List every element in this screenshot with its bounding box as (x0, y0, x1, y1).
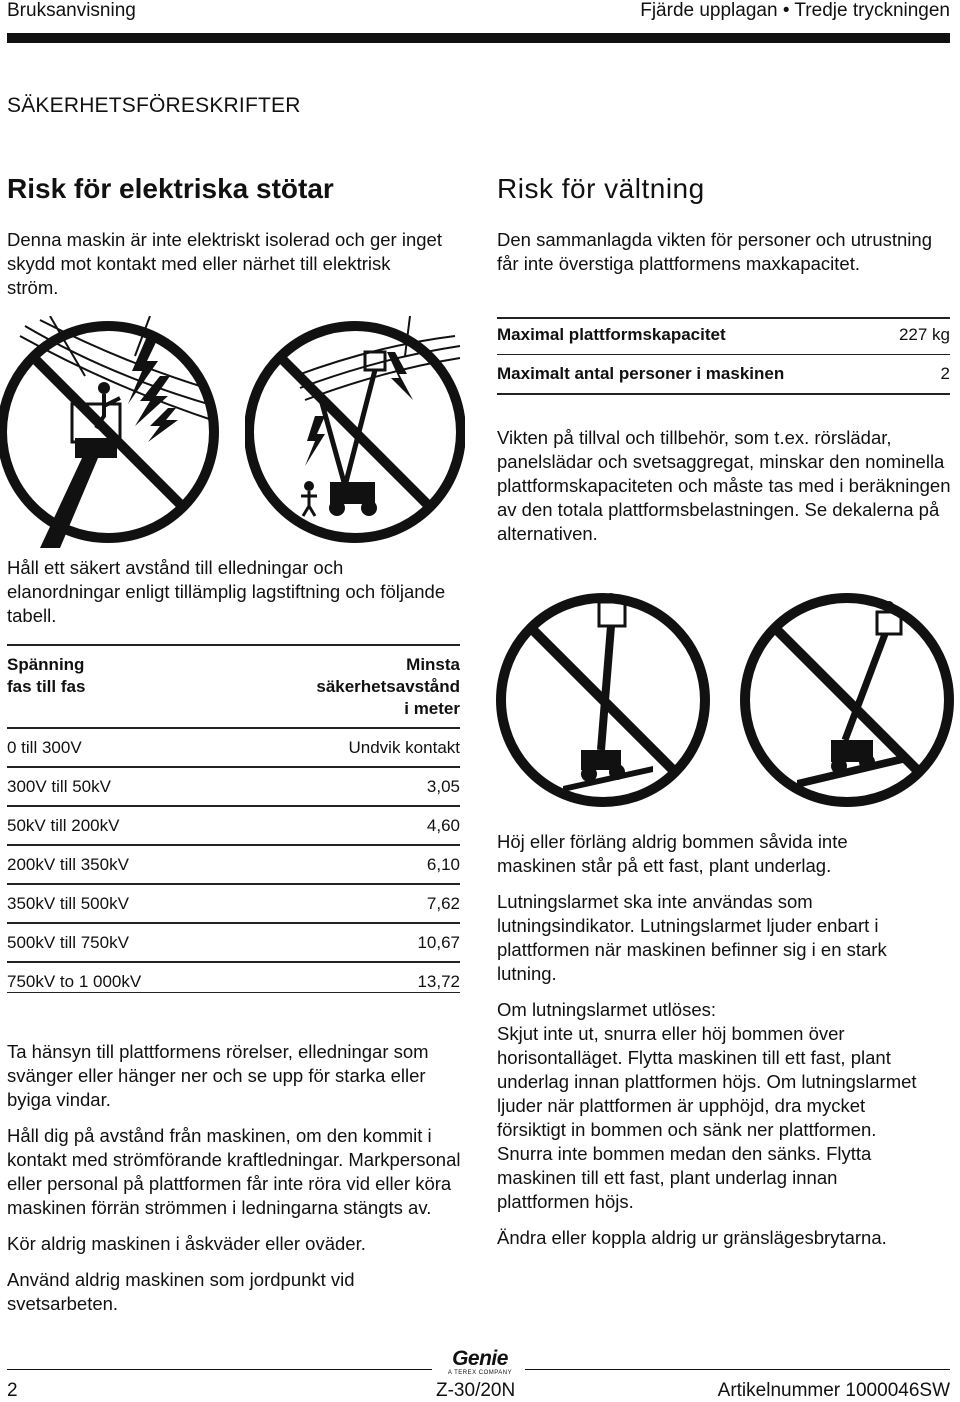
row-distance: Undvik kontakt (348, 738, 460, 757)
footer-rule-right (525, 1369, 950, 1370)
table-row (7, 816, 460, 836)
table-bottom-rule (7, 992, 460, 993)
table-rule (7, 805, 460, 807)
row-voltage: 50kV till 200kV (7, 816, 120, 835)
spec-row-persons (497, 364, 950, 384)
electric-paragraphs (7, 1040, 467, 1328)
header-distance-line1: Minsta (406, 655, 460, 674)
spec-bottom-rule (497, 393, 950, 395)
row-voltage: 750kV to 1 000kV (7, 972, 142, 991)
electric-paragraph: Använd aldrig maskinen som jordpunkt vid svetsarbeten. (7, 1269, 355, 1314)
row-distance: 6,10 (426, 855, 460, 874)
electric-title: Risk för elektriska stötar (7, 173, 334, 204)
row-distance: 3,05 (426, 777, 460, 796)
table-rule (7, 844, 460, 846)
header-left: Bruksanvisning (7, 0, 136, 21)
header-distance-line2: säkerhetsavstånd (316, 677, 460, 696)
table-rule (7, 883, 460, 885)
table-rule (7, 766, 460, 768)
tipping-accessories-text: Vikten på tillval och tillbehör, som t.ex. rörslädar, panelslädar och svetsaggregat, minskar den nominella plattformskapaciteten och måste tas med i beräkningen av den totala plattformsbelastningen. Se dekalerna på alternativen. (497, 427, 951, 544)
header-distance-line3: i meter (404, 699, 460, 718)
electric-paragraph: Håll dig på avstånd från maskinen, om den kommit i kontakt med strömförande kraftledningar. Markpersonal eller personal på plattformen får inte röra vid eller köra maskinen förrän strömmen i ledningarna stängts av. (7, 1125, 461, 1218)
model-number: Z-30/20N (436, 1380, 516, 1401)
table-row (7, 738, 460, 758)
table-row (7, 933, 460, 953)
electric-paragraph: Ta hänsyn till plattformens rörelser, elledningar som svänger eller hänger ner och se upp för starka eller byiga vindar. (7, 1041, 429, 1110)
row-distance: 13,72 (417, 972, 460, 991)
logo-subtext: A TEREX COMPANY (447, 1370, 513, 1376)
tipping-paragraph: Lutningslarmet ska inte användas som lutningsindikator. Lutningslarmet ljuder enbart i plattformen när maskinen befinner sig i en stark lutning. (497, 891, 887, 984)
article-label: Artikelnummer (717, 1380, 841, 1401)
logo-text: Genie (452, 1347, 508, 1370)
row-voltage: 200kV till 350kV (7, 855, 129, 874)
row-voltage: 500kV till 750kV (7, 933, 129, 952)
page-number: 2 (7, 1380, 18, 1401)
header-voltage-line2: fas till fas (7, 677, 86, 696)
tipping-paragraphs (497, 830, 927, 1262)
power-line-prohibition-icon-2 (245, 316, 465, 548)
table-row (7, 894, 460, 914)
table-row (7, 972, 460, 992)
tipping-paragraph: Höj eller förläng aldrig bommen såvida inte maskinen står på ett fast, plant underlag. (497, 831, 848, 876)
row-voltage: 300V till 50kV (7, 777, 111, 796)
row-distance: 7,62 (426, 894, 460, 913)
header-right: Fjärde upplagan • Tredje tryckningen (640, 0, 950, 21)
table-rule (7, 961, 460, 963)
tipping-paragraph: Om lutningslarmet utlöses: Skjut inte ut, snurra eller höj bommen över horisontalläget. Flytta maskinen till ett fast, plant underlag innan plattformen höjs. Om lutningslarmet ljuder när plattformen är upphöjd, dra mycket försiktigt in bommen och sänk ner plattformen. Snurra inte bommen medan den sänks. Flytta maskinen till ett fast, plant underlag innan plattformen höjs. (497, 999, 917, 1212)
spec-label: Maximal plattformskapacitet (497, 325, 726, 344)
power-line-prohibition-icon-1 (0, 316, 220, 548)
table-top-rule (7, 644, 460, 646)
slope-prohibition-icon-2 (737, 590, 957, 810)
table-rule (7, 727, 460, 729)
genie-logo (440, 1348, 520, 1376)
footer-rule-left (7, 1369, 432, 1370)
header-rule (7, 33, 950, 43)
spec-rule (497, 354, 950, 355)
article-number (718, 1380, 950, 1402)
spec-top-rule (497, 317, 950, 319)
electric-paragraph: Kör aldrig maskinen i åskväder eller oväder. (7, 1233, 366, 1254)
row-distance: 4,60 (426, 816, 460, 835)
row-distance: 10,67 (417, 933, 460, 952)
table-header-distance (316, 654, 460, 720)
article-value: 1000046SW (845, 1380, 950, 1401)
spec-row-capacity (497, 325, 950, 345)
spec-value: 2 (940, 364, 950, 383)
table-row (7, 855, 460, 875)
voltage-table (7, 644, 460, 994)
table-rule (7, 922, 460, 924)
header-voltage-line1: Spänning (7, 655, 85, 674)
electric-intro: Denna maskin är inte elektriskt isolerad och ger inget skydd mot kontakt med eller närhet till elektrisk ström. (7, 229, 442, 298)
table-header-voltage (7, 654, 85, 698)
spec-value: 227 kg (898, 325, 950, 344)
row-voltage: 0 till 300V (7, 738, 82, 757)
tipping-paragraph: Ändra eller koppla aldrig ur gränslägesbrytarna. (497, 1227, 887, 1248)
section-title: SÄKERHETSFÖRESKRIFTER (7, 94, 301, 117)
spec-label: Maximalt antal personer i maskinen (497, 364, 785, 383)
electric-distance-text: Håll ett säkert avstånd till elledningar och elanordningar enligt tillämplig lagstiftning och följande tabell. (7, 557, 446, 626)
slope-prohibition-icon-1 (493, 590, 713, 810)
tipping-title: Risk för vältning (497, 173, 705, 204)
tipping-intro: Den sammanlagda vikten för personer och utrustning får inte överstiga plattformens maxkapacitet. (497, 229, 932, 274)
row-voltage: 350kV till 500kV (7, 894, 129, 913)
table-row (7, 777, 460, 797)
